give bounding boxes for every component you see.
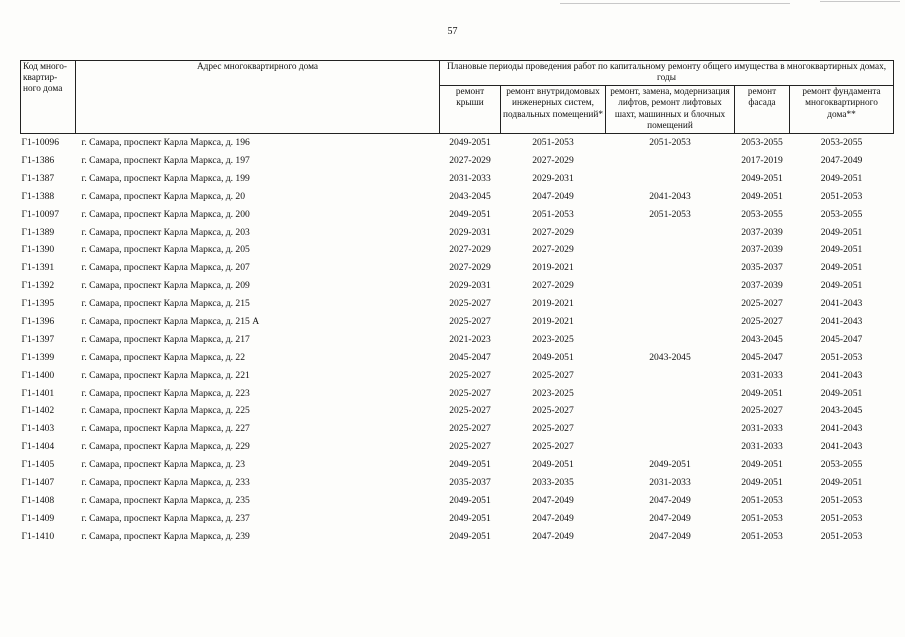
cell-roof: 2029-2031 — [449, 280, 491, 292]
cell-engineering: 2047-2049 — [532, 530, 574, 542]
cell-elevators — [606, 241, 735, 259]
cell-elevators: 2049-2051 — [649, 459, 691, 471]
cell-elevators — [606, 259, 735, 277]
cell-facade: 2051-2053 — [741, 530, 783, 542]
cell-engineering: 2025-2027 — [532, 441, 574, 453]
cell-elevators — [606, 295, 735, 313]
table-row — [21, 259, 894, 277]
cell-code: Г1-10096 — [21, 137, 60, 149]
cell-elevators: 2041-2043 — [649, 190, 691, 202]
cell-elevators — [606, 402, 735, 420]
cell-engineering: 2029-2031 — [532, 172, 574, 184]
cell-elevators — [606, 420, 735, 438]
cell-code: Г1-1391 — [21, 262, 55, 274]
page-number: 57 — [447, 26, 458, 37]
cell-roof: 2027-2029 — [449, 155, 491, 167]
cell-engineering: 2025-2027 — [532, 369, 574, 381]
cell-code: Г1-1408 — [21, 494, 55, 506]
cell-foundation: 2043-2045 — [820, 405, 863, 417]
cell-address: г. Самара, проспект Карла Маркса, д. 207 — [81, 262, 250, 274]
cell-elevators — [606, 384, 735, 402]
cell-engineering: 2023-2025 — [532, 333, 574, 345]
cell-engineering: 2033-2035 — [532, 477, 574, 489]
cell-elevators — [606, 152, 735, 170]
table-row — [21, 206, 894, 224]
cell-foundation: 2045-2047 — [820, 333, 863, 345]
cell-roof: 2025-2027 — [449, 441, 491, 453]
cell-code: Г1-1400 — [21, 369, 55, 381]
cell-address: г. Самара, проспект Карла Маркса, д. 199 — [81, 172, 250, 184]
cell-foundation: 2049-2051 — [820, 280, 863, 292]
cell-engineering: 2027-2029 — [532, 280, 574, 292]
cell-code: Г1-1390 — [21, 244, 55, 256]
cell-address: г. Самара, проспект Карла Маркса, д. 239 — [81, 530, 250, 542]
cell-foundation: 2047-2049 — [820, 155, 863, 167]
cell-code: Г1-1410 — [21, 530, 55, 542]
table-row — [21, 456, 894, 474]
table-row — [21, 492, 894, 510]
cell-roof: 2049-2051 — [449, 208, 491, 220]
cell-engineering: 2047-2049 — [532, 512, 574, 524]
header-facade: ремонт фасада — [735, 86, 790, 134]
table-row — [21, 223, 894, 241]
cell-roof: 2049-2051 — [449, 530, 491, 542]
table-row — [21, 188, 894, 206]
table-row — [21, 384, 894, 402]
cell-engineering: 2051-2053 — [532, 137, 574, 149]
cell-facade: 2049-2051 — [741, 190, 783, 202]
cell-facade: 2025-2027 — [741, 298, 783, 310]
cell-code: Г1-1392 — [21, 280, 55, 292]
cell-elevators — [606, 367, 735, 385]
table-row — [21, 313, 894, 331]
cell-code: Г1-1396 — [21, 316, 55, 328]
cell-facade: 2049-2051 — [741, 172, 783, 184]
table-body — [21, 133, 894, 545]
table-header — [21, 61, 894, 134]
cell-roof: 2049-2051 — [449, 459, 491, 471]
cell-roof: 2035-2037 — [449, 477, 491, 489]
cell-address: г. Самара, проспект Карла Маркса, д. 22 — [81, 351, 246, 363]
cell-engineering: 2047-2049 — [532, 190, 574, 202]
table-row — [21, 402, 894, 420]
cell-foundation: 2049-2051 — [820, 172, 863, 184]
cell-code: Г1-1405 — [21, 459, 55, 471]
cell-facade: 2037-2039 — [741, 244, 783, 256]
cell-foundation: 2053-2055 — [820, 459, 863, 471]
cell-facade: 2051-2053 — [741, 512, 783, 524]
table-row — [21, 474, 894, 492]
cell-facade: 2025-2027 — [741, 405, 783, 417]
cell-address: г. Самара, проспект Карла Маркса, д. 217 — [81, 333, 250, 345]
cell-address: г. Самара, проспект Карла Маркса, д. 197 — [81, 155, 250, 167]
cell-foundation: 2041-2043 — [820, 316, 863, 328]
cell-facade: 2049-2051 — [741, 477, 783, 489]
cell-roof: 2025-2027 — [449, 405, 491, 417]
table-row — [21, 170, 894, 188]
table-row — [21, 152, 894, 170]
cell-roof: 2031-2033 — [449, 172, 491, 184]
header-engineering: ремонт внутридомовых инженерных систем, подвальных помещений* — [501, 86, 606, 134]
cell-roof: 2025-2027 — [449, 387, 491, 399]
cell-engineering: 2019-2021 — [532, 298, 574, 310]
cell-roof: 2049-2051 — [449, 137, 491, 149]
cell-address: г. Самара, проспект Карла Маркса, д. 209 — [81, 280, 250, 292]
cell-elevators — [606, 313, 735, 331]
cell-code: Г1-1388 — [21, 190, 55, 202]
cell-engineering: 2049-2051 — [532, 459, 574, 471]
cell-code: Г1-1397 — [21, 333, 55, 345]
cell-elevators — [606, 331, 735, 349]
cell-elevators: 2047-2049 — [649, 530, 691, 542]
cell-roof: 2045-2047 — [449, 351, 491, 363]
cell-code: Г1-1404 — [21, 441, 55, 453]
cell-code: Г1-1409 — [21, 512, 55, 524]
cell-foundation: 2051-2053 — [820, 530, 863, 542]
table-row — [21, 349, 894, 367]
cell-elevators — [606, 223, 735, 241]
cell-address: г. Самара, проспект Карла Маркса, д. 225 — [81, 405, 250, 417]
header-foundation: ремонт фундамента многоквартирного дома** — [790, 86, 894, 134]
cell-address: г. Самара, проспект Карла Маркса, д. 229 — [81, 441, 250, 453]
cell-address: г. Самара, проспект Карла Маркса, д. 196 — [81, 137, 250, 149]
cell-engineering: 2019-2021 — [532, 316, 574, 328]
table-row — [21, 510, 894, 528]
cell-facade: 2037-2039 — [741, 226, 783, 238]
cell-foundation: 2041-2043 — [820, 423, 863, 435]
cell-foundation: 2051-2053 — [820, 351, 863, 363]
cell-facade: 2037-2039 — [741, 280, 783, 292]
cell-roof: 2025-2027 — [449, 423, 491, 435]
cell-roof: 2025-2027 — [449, 369, 491, 381]
header-periods-group: Плановые периоды проведения работ по капитальному ремонту общего имущества в многоквартирных домах, годы — [440, 61, 894, 86]
cell-foundation: 2041-2043 — [820, 298, 863, 310]
cell-code: Г1-10097 — [21, 208, 60, 220]
cell-roof: 2025-2027 — [449, 298, 491, 310]
cell-code: Г1-1389 — [21, 226, 55, 238]
cell-code: Г1-1407 — [21, 477, 55, 489]
cell-address: г. Самара, проспект Карла Маркса, д. 221 — [81, 369, 250, 381]
cell-code: Г1-1402 — [21, 405, 55, 417]
table-row — [21, 241, 894, 259]
cell-elevators: 2047-2049 — [649, 512, 691, 524]
cell-address: г. Самара, проспект Карла Маркса, д. 227 — [81, 423, 250, 435]
cell-elevators: 2051-2053 — [649, 208, 691, 220]
cell-code: Г1-1401 — [21, 387, 55, 399]
cell-address: г. Самара, проспект Карла Маркса, д. 237 — [81, 512, 250, 524]
header-elevators: ремонт, замена, модернизация лифтов, ремонт лифтовых шахт, машинных и блочных помещений — [606, 86, 735, 134]
cell-address: г. Самара, проспект Карла Маркса, д. 215 А — [81, 316, 260, 328]
cell-facade: 2031-2033 — [741, 369, 783, 381]
table-row — [21, 331, 894, 349]
cell-elevators — [606, 170, 735, 188]
cell-roof: 2029-2031 — [449, 226, 491, 238]
cell-facade: 2049-2051 — [741, 387, 783, 399]
header-address: Адрес многоквартирного дома — [76, 61, 440, 134]
cell-engineering: 2027-2029 — [532, 226, 574, 238]
cell-roof: 2043-2045 — [449, 190, 491, 202]
cell-address: г. Самара, проспект Карла Маркса, д. 215 — [81, 298, 250, 310]
cell-code: Г1-1386 — [21, 155, 55, 167]
cell-elevators: 2051-2053 — [649, 137, 691, 149]
table-row — [21, 420, 894, 438]
cell-engineering: 2027-2029 — [532, 155, 574, 167]
cell-foundation: 2049-2051 — [820, 226, 863, 238]
cell-facade: 2049-2051 — [741, 459, 783, 471]
cell-address: г. Самара, проспект Карла Маркса, д. 200 — [81, 208, 250, 220]
table-row — [21, 277, 894, 295]
cell-foundation: 2051-2053 — [820, 190, 863, 202]
table-row — [21, 367, 894, 385]
cell-roof: 2021-2023 — [449, 333, 491, 345]
cell-address: г. Самара, проспект Карла Маркса, д. 223 — [81, 387, 250, 399]
header-code: Код много-квартир-ного дома — [21, 61, 76, 134]
table-row — [21, 528, 894, 546]
cell-code: Г1-1403 — [21, 423, 55, 435]
header-roof: ремонт крыши — [440, 86, 501, 134]
cell-address: г. Самара, проспект Карла Маркса, д. 233 — [81, 477, 250, 489]
cell-engineering: 2025-2027 — [532, 405, 574, 417]
cell-elevators — [606, 438, 735, 456]
cell-facade: 2025-2027 — [741, 316, 783, 328]
cell-elevators: 2047-2049 — [649, 494, 691, 506]
cell-facade: 2051-2053 — [741, 494, 783, 506]
table-row — [21, 133, 894, 151]
cell-foundation: 2053-2055 — [820, 137, 863, 149]
cell-address: г. Самара, проспект Карла Маркса, д. 23 — [81, 459, 246, 471]
cell-code: Г1-1395 — [21, 298, 55, 310]
cell-code: Г1-1399 — [21, 351, 55, 363]
table-row — [21, 295, 894, 313]
cell-facade: 2045-2047 — [741, 351, 783, 363]
cell-facade: 2031-2033 — [741, 423, 783, 435]
cell-elevators: 2043-2045 — [649, 351, 691, 363]
cell-facade: 2035-2037 — [741, 262, 783, 274]
capital-repair-schedule-table — [20, 60, 894, 545]
cell-facade: 2017-2019 — [741, 155, 783, 167]
cell-facade: 2031-2033 — [741, 441, 783, 453]
cell-roof: 2027-2029 — [449, 262, 491, 274]
cell-code: Г1-1387 — [21, 172, 55, 184]
cell-engineering: 2019-2021 — [532, 262, 574, 274]
cell-engineering: 2025-2027 — [532, 423, 574, 435]
cell-foundation: 2041-2043 — [820, 441, 863, 453]
cell-foundation: 2051-2053 — [820, 494, 863, 506]
cell-engineering: 2051-2053 — [532, 208, 574, 220]
cell-foundation: 2049-2051 — [820, 477, 863, 489]
cell-address: г. Самара, проспект Карла Маркса, д. 203 — [81, 226, 250, 238]
cell-address: г. Самара, проспект Карла Маркса, д. 20 — [81, 190, 246, 202]
table-row — [21, 438, 894, 456]
scan-artifact-line — [560, 3, 790, 4]
cell-roof: 2027-2029 — [449, 244, 491, 256]
cell-address: г. Самара, проспект Карла Маркса, д. 205 — [81, 244, 250, 256]
cell-engineering: 2023-2025 — [532, 387, 574, 399]
cell-elevators — [606, 277, 735, 295]
cell-facade: 2053-2055 — [741, 137, 783, 149]
cell-roof: 2049-2051 — [449, 512, 491, 524]
cell-engineering: 2047-2049 — [532, 494, 574, 506]
scan-artifact-line — [820, 1, 900, 2]
cell-foundation: 2049-2051 — [820, 262, 863, 274]
cell-engineering: 2027-2029 — [532, 244, 574, 256]
cell-foundation: 2041-2043 — [820, 369, 863, 381]
cell-roof: 2049-2051 — [449, 494, 491, 506]
cell-facade: 2053-2055 — [741, 208, 783, 220]
cell-address: г. Самара, проспект Карла Маркса, д. 235 — [81, 494, 250, 506]
cell-facade: 2043-2045 — [741, 333, 783, 345]
cell-roof: 2025-2027 — [449, 316, 491, 328]
cell-foundation: 2049-2051 — [820, 244, 863, 256]
cell-foundation: 2053-2055 — [820, 208, 863, 220]
cell-elevators: 2031-2033 — [649, 477, 691, 489]
cell-engineering: 2049-2051 — [532, 351, 574, 363]
cell-foundation: 2051-2053 — [820, 512, 863, 524]
cell-foundation: 2049-2051 — [820, 387, 863, 399]
